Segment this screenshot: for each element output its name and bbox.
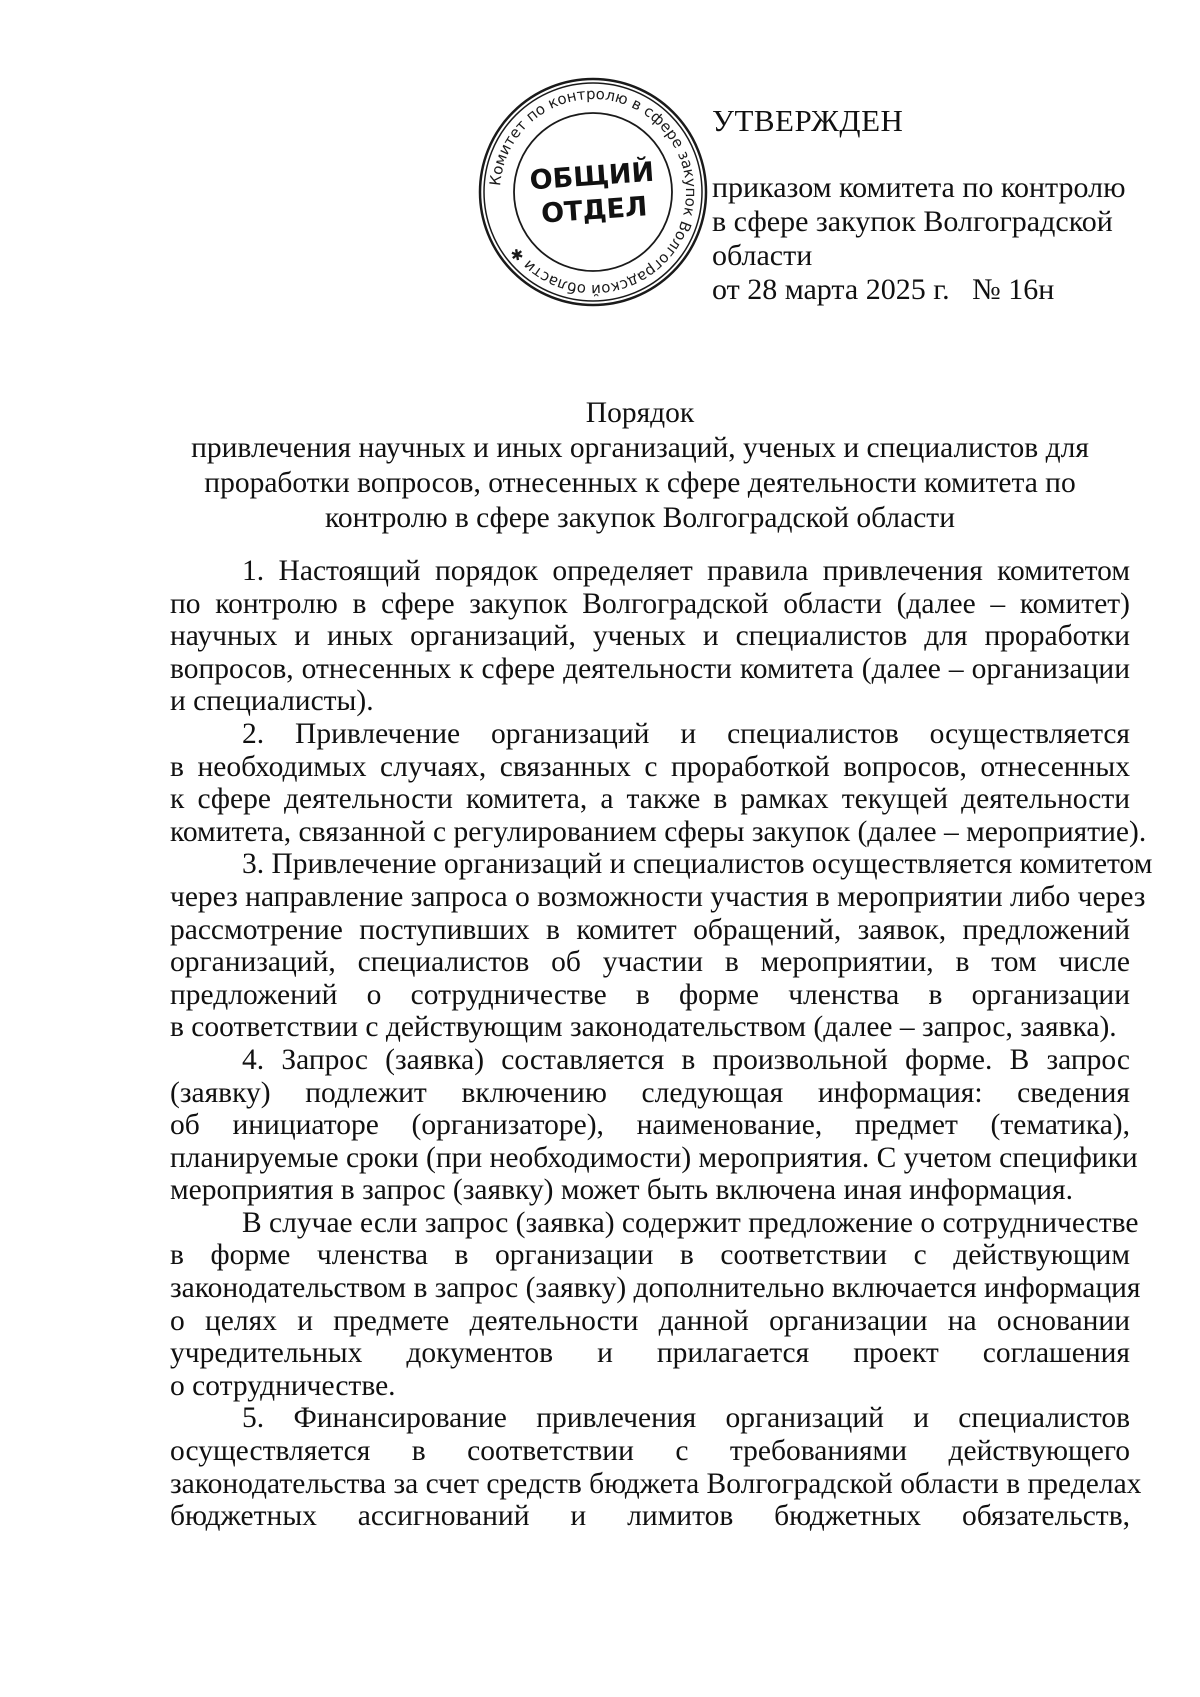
approval-line: области (712, 239, 813, 272)
paragraph (170, 848, 1153, 1044)
paragraph-line: 5. Финансирование привлечения организаций и специалистов (242, 1402, 1130, 1435)
paragraph-line: по контролю в сфере закупок Волгоградской области (далее – комитет) (170, 587, 1130, 620)
approval-line: приказом комитета по контролю (712, 171, 1126, 204)
paragraph-line: предложений о сотрудничестве в форме членства в организации (170, 978, 1130, 1011)
paragraph-line: рассмотрение поступивших в комитет обращений, заявок, предложений (170, 913, 1130, 946)
paragraph-line: научных и иных организаций, ученых и специалистов для проработки (170, 620, 1130, 653)
title-line: проработки вопросов, отнесенных к сфере деятельности комитета по (204, 467, 1076, 499)
paragraph-line: 2. Привлечение организаций и специалистов осуществляется (242, 717, 1130, 750)
stamp-ring-text: Комитет по контролю в сфере закупок Волгоградской области ✱ (486, 84, 701, 300)
paragraph-line: осуществляется в соответствии с требованиями действующего (170, 1435, 1130, 1468)
general-department-stamp (477, 76, 709, 308)
paragraph-line: законодательства за счет средств бюджета Волгоградской области в пределах (170, 1467, 1142, 1500)
approval-block (712, 104, 1152, 307)
paragraph-line: комитета, связанной с регулированием сферы закупок (далее – мероприятие). (170, 815, 1147, 848)
paragraph-line: вопросов, отнесенных к сфере деятельности комитета (далее – организации (170, 652, 1130, 685)
stamp-center-line2: ОТДЕЛ (540, 191, 649, 230)
title-line: Порядок (585, 397, 695, 429)
paragraph-line: в необходимых случаях, связанных с проработкой вопросов, отнесенных (170, 750, 1130, 783)
paragraph-line: о сотрудничестве. (170, 1369, 396, 1402)
approval-heading: УТВЕРЖДЕН (712, 103, 904, 138)
paragraph-line: об инициаторе (организаторе), наименование, предмет (тематика), (170, 1109, 1130, 1142)
paragraph-line: 4. Запрос (заявка) составляется в произвольной форме. В запрос (242, 1043, 1130, 1076)
document-title (110, 396, 1170, 536)
paragraph-line: организаций, специалистов об участии в мероприятии, в том числе (170, 946, 1130, 979)
paragraph-line: мероприятия в запрос (заявку) может быть включена иная информация. (170, 1174, 1073, 1207)
paragraph-line: учредительных документов и прилагается проект соглашения (170, 1337, 1130, 1370)
title-line: контролю в сфере закупок Волгоградской области (325, 502, 955, 534)
paragraph (170, 1402, 1142, 1533)
paragraph-line: и специалисты). (170, 685, 374, 718)
document-body (170, 555, 1153, 1533)
approval-line: в сфере закупок Волгоградской (712, 205, 1113, 238)
paragraph (170, 717, 1147, 848)
paragraph-line: законодательством в запрос (заявку) дополнительно включается информация (170, 1272, 1141, 1305)
paragraph-line: к сфере деятельности комитета, а также в рамках текущей деятельности (170, 783, 1130, 816)
stamp-center-line1: ОБЩИЙ (528, 156, 656, 197)
paragraph-line: 3. Привлечение организаций и специалистов осуществляется комитетом (242, 848, 1153, 881)
paragraph-line: в форме членства в организации в соответствии с действующим (170, 1239, 1130, 1272)
paragraph-line: через направление запроса о возможности участия в мероприятии либо через (170, 880, 1146, 913)
paragraph-line: бюджетных ассигнований и лимитов бюджетных обязательств, (170, 1500, 1130, 1533)
paragraph-line: о целях и предмете деятельности данной организации на основании (170, 1304, 1130, 1337)
paragraph-line: (заявку) подлежит включению следующая информация: сведения (170, 1076, 1130, 1109)
paragraph (170, 555, 1130, 718)
paragraph-line: в соответствии с действующим законодательством (далее – запрос, заявка). (170, 1011, 1117, 1044)
title-line: привлечения научных и иных организаций, ученых и специалистов для (191, 432, 1089, 464)
paragraph (170, 1043, 1138, 1207)
approval-date-number: от 28 марта 2025 г. № 16н (712, 273, 1055, 306)
paragraph-line: планируемые сроки (при необходимости) мероприятия. С учетом специфики (170, 1141, 1138, 1174)
paragraph (170, 1206, 1141, 1403)
paragraph-line: В случае если запрос (заявка) содержит предложение о сотрудничестве (242, 1206, 1139, 1239)
paragraph-line: 1. Настоящий порядок определяет правила привлечения комитетом (242, 555, 1130, 587)
